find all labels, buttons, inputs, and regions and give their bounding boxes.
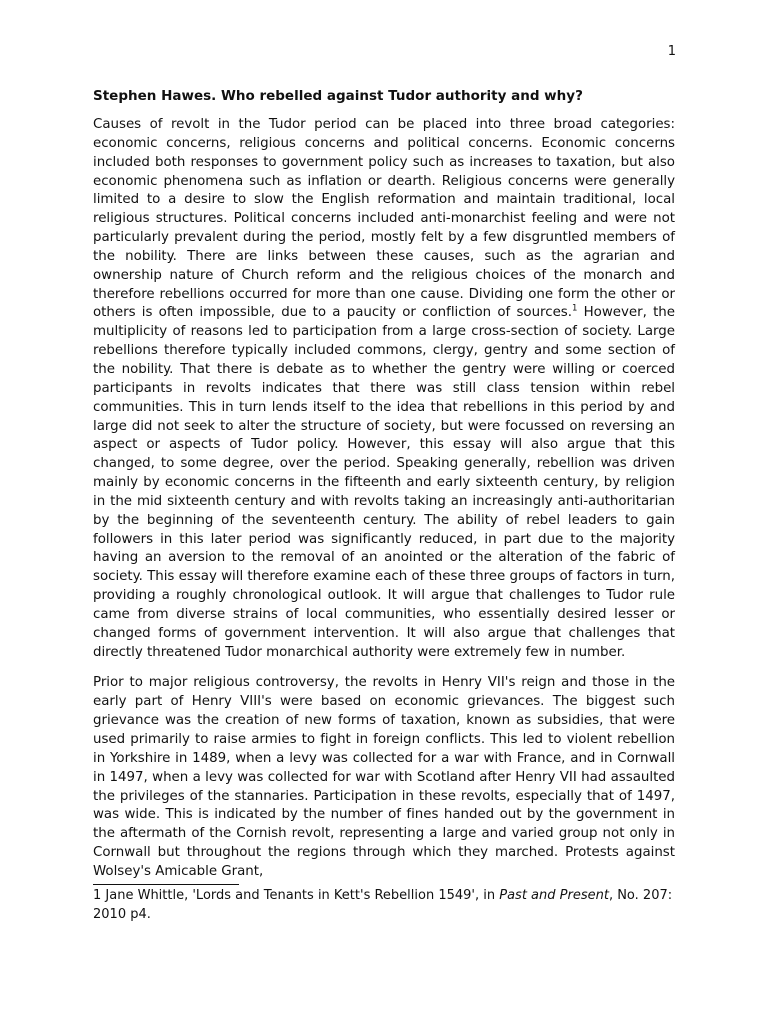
footnote-separator — [93, 884, 239, 885]
page-number: 1 — [667, 44, 676, 59]
footnote-text-a: Jane Whittle, 'Lords and Tenants in Kett's Rebellion 1549', in — [101, 888, 500, 903]
footnote-text-b: , No. 207: 2010 p4. — [93, 888, 673, 922]
footnote-journal: Past and Present — [499, 888, 609, 903]
paragraph-1 — [93, 116, 675, 662]
paragraph-1-text-b: However, the multiplicity of reasons led to participation from a large cross-section of society. Large rebellions therefore typically included commons, clergy, gentry and some section of the nobility. That there is debate as to whether the gentry were willing or coerced participants in revolts indicates that there was still class tension within rebel communities. This in turn lends itself to the idea that rebellions in this period by and large did not seek to alter the structure of society, but were focussed on reversing an aspect or aspects of Tudor policy. However, this essay will also argue that this changed, to some degree, over the period. Speaking generally, rebellion was driven mainly by economic concerns in the fifteenth and early sixteenth century, by religion in the mid sixteenth century and with revolts taking an increasingly anti-authoritarian by the beginning of the seventeenth century. The ability of rebel leaders to gain followers in this later period was significantly reduced, in part due to the majority having an aversion to the removal of an anointed or the alteration of the fabric of society. This essay will therefore examine each of these three groups of factors in turn, providing a roughly chronological outlook. It will argue that challenges to Tudor rule came from diverse strains of local communities, who essentially desired lesser or changed forms of government intervention. It will also argue that challenges that directly threatened Tudor monarchical authority were extremely few in number. — [93, 305, 675, 660]
footnote-1 — [93, 887, 675, 924]
document-title: Stephen Hawes. Who rebelled against Tudor authority and why? — [93, 88, 583, 104]
document-body — [93, 87, 675, 894]
paragraph-1-text-a: Causes of revolt in the Tudor period can be placed into three broad categories: economic concerns, religious concerns and political concerns. Economic concerns included both responses to government policy such as increases to taxation, but also economic phenomena such as inflation or dearth. Religious concerns were generally limited to a desire to slow the English reformation and maintain traditional, local religious structures. Political concerns included anti-monarchist feeling and were not particularly prevalent during the period, mostly felt by a few disgruntled members of the nobility. There are links between these causes, such as the agrarian and ownership nature of Church reform and the religious choices of the monarch and therefore rebellions occurred for more than one cause. Dividing one form the other or others is often impossible, due to a paucity or confliction of sources. — [93, 117, 675, 321]
paragraph-2: Prior to major religious controversy, the revolts in Henry VII's reign and those in the early part of Henry VIII's were based on economic grievances. The biggest such grievance was the creation of new forms of taxation, known as subsidies, that were used primarily to raise armies to fight in foreign conflicts. This led to violent rebellion in Yorkshire in 1489, when a levy was collected for a war with France, and in Cornwall in 1497, when a levy was collected for war with Scotland after Henry VII had assaulted the privileges of the stannaries. Participation in these revolts, especially that of 1497, was wide. This is indicated by the number of fines handed out by the government in the aftermath of the Cornish revolt, representing a large and varied group not only in Cornwall but throughout the regions through which they marched. Protests against Wolsey's Amicable Grant, — [93, 675, 675, 879]
footnote-reference-1[interactable]: 1 — [572, 303, 578, 314]
footnote-marker: 1 — [93, 888, 102, 903]
